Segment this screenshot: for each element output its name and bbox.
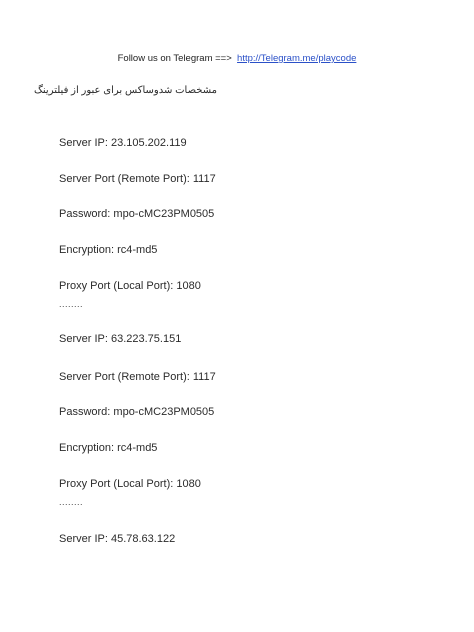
server-3-ip: Server IP: 45.78.63.122: [59, 533, 176, 545]
server-2-encryption: Encryption: rc4-md5: [59, 442, 158, 454]
telegram-header: [0, 53, 474, 64]
server-1-password: Password: mpo-cMC23PM0505: [59, 208, 215, 220]
server-1-ip: Server IP: 23.105.202.119: [59, 137, 187, 149]
persian-title: مشخصات شدوساکس برای عبور از فیلترینگ: [33, 85, 217, 96]
server-1-proxy-port: Proxy Port (Local Port): 1080: [59, 280, 201, 292]
server-1-port: Server Port (Remote Port): 1117: [59, 173, 216, 185]
server-1-encryption: Encryption: rc4-md5: [59, 244, 158, 256]
server-2-proxy-port: Proxy Port (Local Port): 1080: [59, 478, 201, 490]
server-2-password: Password: mpo-cMC23PM0505: [59, 406, 215, 418]
server-2-ip: Server IP: 63.223.75.151: [59, 333, 182, 345]
telegram-link[interactable]: http://Telegram.me/playcode: [237, 53, 357, 64]
server-1-separator: ........: [59, 299, 84, 309]
server-2-separator: ........: [59, 497, 84, 507]
follow-text: Follow us on Telegram ==>: [117, 53, 232, 64]
server-2-port: Server Port (Remote Port): 1117: [59, 371, 216, 383]
